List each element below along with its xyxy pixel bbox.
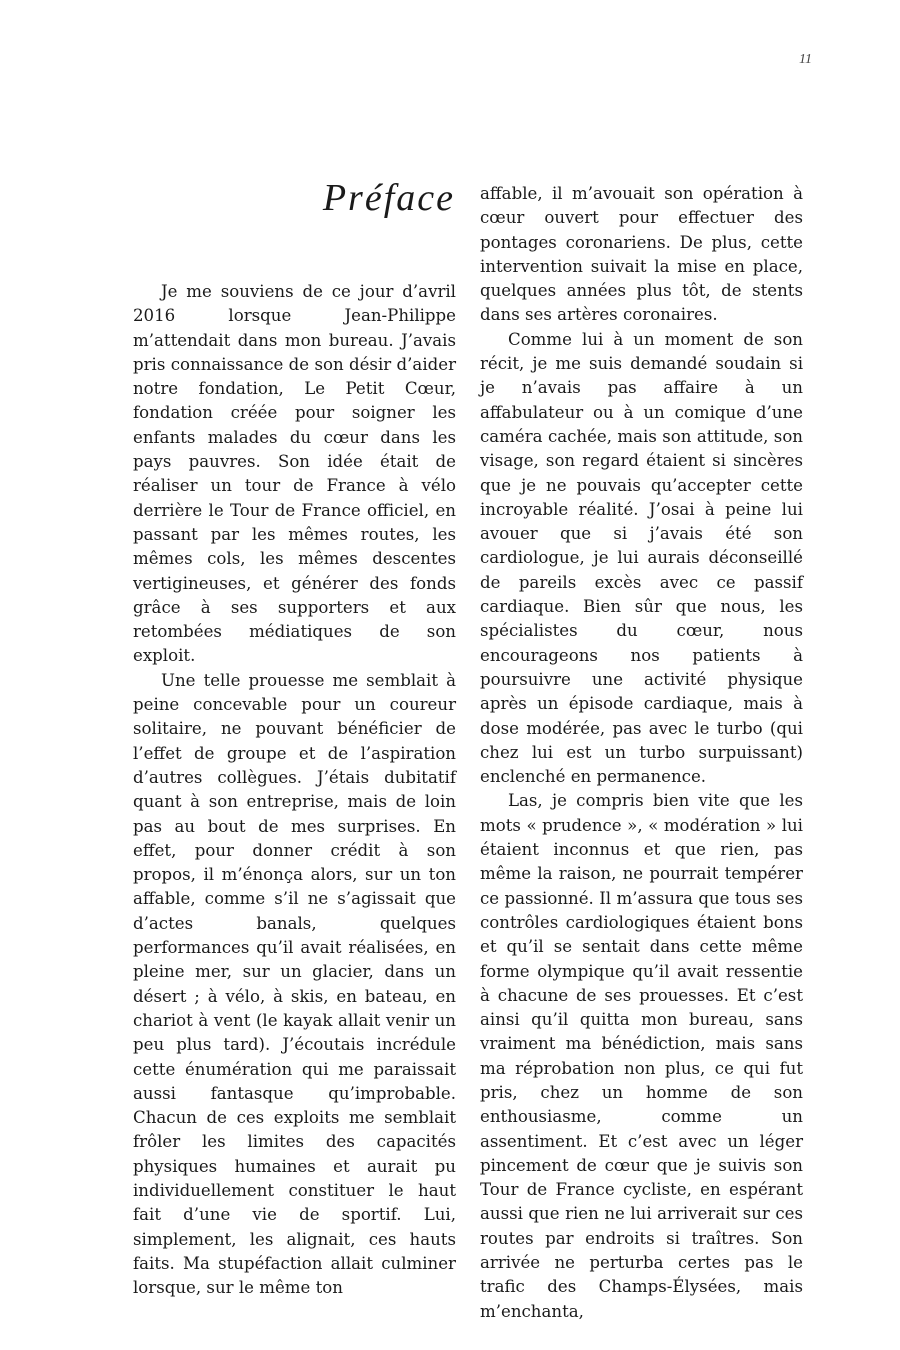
page-number: 11 <box>799 52 812 67</box>
chapter-title: Préface <box>322 177 455 219</box>
paragraph: Je me souviens de ce jour d’avril 2016 lorsque Jean-Philippe m’attendait dans mon bureau. J’avais pris connaissance de son désir d’aider notre fondation, Le Petit Cœur, fondation créée pour soigner les enfants malades du cœur dans les pays pauvres. Son idée était de réaliser un tour de France à vélo derrière le Tour de France officiel, en passant par les mêmes routes, les mêmes cols, les mêmes descentes vertigineuses, et générer des fonds grâce à ses supporters et aux retombées médiatiques de son exploit. <box>133 282 456 666</box>
paragraph: Comme lui à un moment de son récit, je me suis demandé soudain si je n’avais pas affaire à un affabulateur ou à un comique d’une caméra cachée, mais son attitude, son visage, son regard étaient si sincères que je ne pouvais qu’accepter cette incroyable réalité. J’osai à peine lui avouer que si j’avais été son cardiologue, je lui aurais déconseillé de pareils excès avec ce passif cardiaque. Bien sûr que nous, les spécialistes du cœur, nous encourageons nos patients à poursuivre une activité physique après un épisode cardiaque, mais à dose modérée, pas avec le turbo (qui chez lui est un turbo surpuissant) enclenché en permanence. <box>480 329 803 787</box>
paragraph: Une telle prouesse me semblait à peine concevable pour un coureur solitaire, ne pouvant bénéficier de l’effet de groupe et de l’aspiration d’autres collègues. J’étais dubitatif quant à son entreprise, mais de loin pas au bout de mes surprises. En effet, pour donner crédit à son propos, il m’énonça alors, sur un ton affable, comme s’il ne s’agissait que d’actes banals, quelques performances qu’il avait réalisées, en pleine mer, sur un glacier, dans un désert ; à vélo, à skis, en bateau, en chariot à vent (le kayak allait venir un peu plus tard). J’écoutais incrédule cette énumération qui me paraissait aussi fantasque qu’improbable. Chacun de ces exploits me semblait frôler les limites des capacités physiques humaines et aurait pu individuellement constituer le haut fait d’une vie de sportif. Lui, simplement, les alignait, ces hauts faits. Ma stupéfaction allait culminer lorsque, sur le même ton <box>133 670 456 1298</box>
paragraph: Las, je compris bien vite que les mots « prudence », « modération » lui étaient inconnus et que rien, pas même la raison, ne pourrait tempérer ce passionné. Il m’assura que tous ses contrôles cardiologiques étaient bons et qu’il se sentait dans cette même forme olympique qu’il avait ressentie à chacune de ses prouesses. Et c’est ainsi qu’il quitta mon bureau, sans vraiment ma bénédiction, mais sans ma réprobation non plus, ce qui fut pris, chez un homme de son enthousiasme, comme un assentiment. Et c’est avec un léger pincement de cœur que je suivis son Tour de France cycliste, en espérant aussi que rien ne lui arriverait sur ces routes par endroits si traîtres. Son arrivée ne perturba certes pas le trafic des Champs-Élysées, mais m’enchanta, <box>480 791 803 1321</box>
right-text-column <box>480 182 803 1324</box>
left-text-column <box>133 280 456 1300</box>
paragraph-continuation: affable, il m’avouait son opération à cœur ouvert pour effectuer des pontages coronariens. De plus, cette intervention suivait la mise en place, quelques années plus tôt, de stents dans ses artères coronaires. <box>480 184 803 325</box>
